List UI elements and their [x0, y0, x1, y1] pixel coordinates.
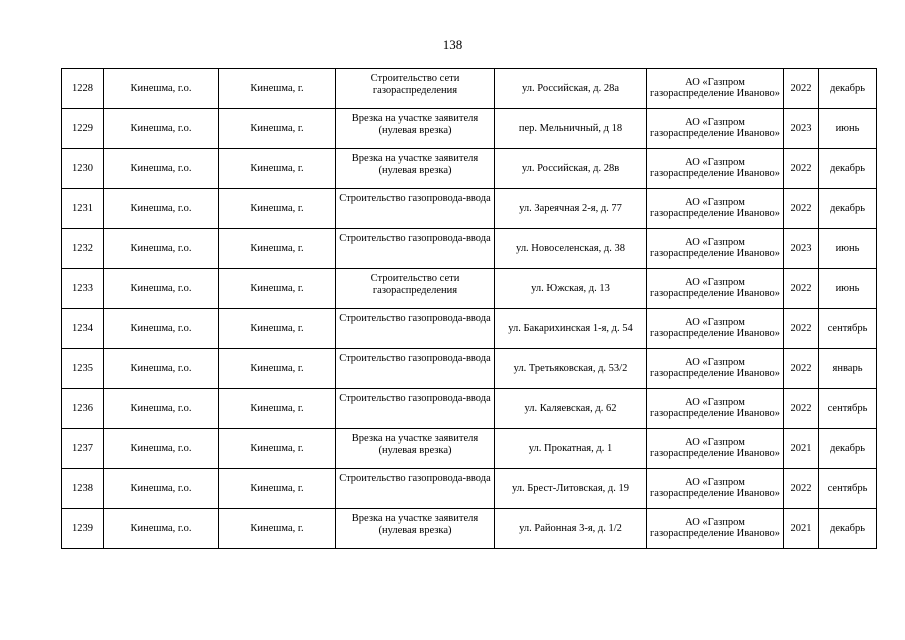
- month-cell: декабрь: [819, 149, 877, 189]
- activity-cell: Строительство сети газораспределения: [336, 69, 495, 109]
- locality-cell: Кинешма, г.: [219, 349, 336, 389]
- row-number-cell: 1229: [62, 109, 104, 149]
- table-body: [62, 69, 877, 549]
- locality-cell: Кинешма, г.: [219, 389, 336, 429]
- month-cell: июнь: [819, 229, 877, 269]
- table-row: [62, 269, 877, 309]
- year-cell: 2022: [784, 389, 819, 429]
- year-cell: 2023: [784, 229, 819, 269]
- organization-cell: АО «Газпром газораспределение Иваново»: [647, 149, 784, 189]
- table-row: [62, 109, 877, 149]
- locality-cell: Кинешма, г.: [219, 189, 336, 229]
- organization-cell: АО «Газпром газораспределение Иваново»: [647, 429, 784, 469]
- activity-cell: Врезка на участке заявителя (нулевая врезка): [336, 149, 495, 189]
- year-cell: 2023: [784, 109, 819, 149]
- organization-cell: АО «Газпром газораспределение Иваново»: [647, 69, 784, 109]
- address-cell: ул. Районная 3-я, д. 1/2: [495, 509, 647, 549]
- district-cell: Кинешма, г.о.: [104, 349, 219, 389]
- year-cell: 2022: [784, 189, 819, 229]
- year-cell: 2021: [784, 509, 819, 549]
- locality-cell: Кинешма, г.: [219, 69, 336, 109]
- organization-cell: АО «Газпром газораспределение Иваново»: [647, 389, 784, 429]
- table-row: [62, 349, 877, 389]
- month-cell: декабрь: [819, 429, 877, 469]
- row-number-cell: 1237: [62, 429, 104, 469]
- row-number-cell: 1234: [62, 309, 104, 349]
- activity-cell: Строительство газопровода-ввода: [336, 309, 495, 349]
- organization-cell: АО «Газпром газораспределение Иваново»: [647, 269, 784, 309]
- district-cell: Кинешма, г.о.: [104, 149, 219, 189]
- row-number-cell: 1228: [62, 69, 104, 109]
- table-row: [62, 229, 877, 269]
- year-cell: 2022: [784, 469, 819, 509]
- row-number-cell: 1235: [62, 349, 104, 389]
- locality-cell: Кинешма, г.: [219, 429, 336, 469]
- activity-cell: Врезка на участке заявителя (нулевая врезка): [336, 509, 495, 549]
- address-cell: ул. Российская, д. 28в: [495, 149, 647, 189]
- year-cell: 2022: [784, 69, 819, 109]
- year-cell: 2022: [784, 349, 819, 389]
- district-cell: Кинешма, г.о.: [104, 389, 219, 429]
- month-cell: декабрь: [819, 69, 877, 109]
- month-cell: сентябрь: [819, 469, 877, 509]
- row-number-cell: 1232: [62, 229, 104, 269]
- address-cell: ул. Брест-Литовская, д. 19: [495, 469, 647, 509]
- address-cell: ул. Третьяковская, д. 53/2: [495, 349, 647, 389]
- month-cell: декабрь: [819, 189, 877, 229]
- row-number-cell: 1230: [62, 149, 104, 189]
- activity-cell: Строительство газопровода-ввода: [336, 389, 495, 429]
- activity-cell: Строительство газопровода-ввода: [336, 229, 495, 269]
- address-cell: ул. Прокатная, д. 1: [495, 429, 647, 469]
- district-cell: Кинешма, г.о.: [104, 309, 219, 349]
- table-row: [62, 149, 877, 189]
- locality-cell: Кинешма, г.: [219, 469, 336, 509]
- district-cell: Кинешма, г.о.: [104, 189, 219, 229]
- address-cell: ул. Российская, д. 28а: [495, 69, 647, 109]
- gas-connection-table: [61, 68, 877, 549]
- address-cell: ул. Каляевская, д. 62: [495, 389, 647, 429]
- organization-cell: АО «Газпром газораспределение Иваново»: [647, 109, 784, 149]
- organization-cell: АО «Газпром газораспределение Иваново»: [647, 509, 784, 549]
- table-row: [62, 69, 877, 109]
- district-cell: Кинешма, г.о.: [104, 69, 219, 109]
- table-row: [62, 469, 877, 509]
- organization-cell: АО «Газпром газораспределение Иваново»: [647, 349, 784, 389]
- locality-cell: Кинешма, г.: [219, 229, 336, 269]
- month-cell: июнь: [819, 109, 877, 149]
- locality-cell: Кинешма, г.: [219, 109, 336, 149]
- organization-cell: АО «Газпром газораспределение Иваново»: [647, 229, 784, 269]
- locality-cell: Кинешма, г.: [219, 149, 336, 189]
- district-cell: Кинешма, г.о.: [104, 109, 219, 149]
- month-cell: январь: [819, 349, 877, 389]
- year-cell: 2022: [784, 269, 819, 309]
- row-number-cell: 1239: [62, 509, 104, 549]
- row-number-cell: 1233: [62, 269, 104, 309]
- district-cell: Кинешма, г.о.: [104, 229, 219, 269]
- table-row: [62, 429, 877, 469]
- district-cell: Кинешма, г.о.: [104, 429, 219, 469]
- activity-cell: Врезка на участке заявителя (нулевая врезка): [336, 429, 495, 469]
- table-row: [62, 509, 877, 549]
- year-cell: 2021: [784, 429, 819, 469]
- organization-cell: АО «Газпром газораспределение Иваново»: [647, 469, 784, 509]
- month-cell: декабрь: [819, 509, 877, 549]
- organization-cell: АО «Газпром газораспределение Иваново»: [647, 309, 784, 349]
- address-cell: ул. Зареячная 2-я, д. 77: [495, 189, 647, 229]
- month-cell: июнь: [819, 269, 877, 309]
- year-cell: 2022: [784, 149, 819, 189]
- activity-cell: Врезка на участке заявителя (нулевая врезка): [336, 109, 495, 149]
- row-number-cell: 1236: [62, 389, 104, 429]
- address-cell: ул. Новоселенская, д. 38: [495, 229, 647, 269]
- locality-cell: Кинешма, г.: [219, 269, 336, 309]
- address-cell: ул. Южская, д. 13: [495, 269, 647, 309]
- month-cell: сентябрь: [819, 389, 877, 429]
- address-cell: ул. Бакарихинская 1-я, д. 54: [495, 309, 647, 349]
- activity-cell: Строительство сети газораспределения: [336, 269, 495, 309]
- district-cell: Кинешма, г.о.: [104, 509, 219, 549]
- activity-cell: Строительство газопровода-ввода: [336, 189, 495, 229]
- locality-cell: Кинешма, г.: [219, 309, 336, 349]
- locality-cell: Кинешма, г.: [219, 509, 336, 549]
- year-cell: 2022: [784, 309, 819, 349]
- table-row: [62, 389, 877, 429]
- row-number-cell: 1231: [62, 189, 104, 229]
- page-number: 138: [442, 37, 463, 52]
- row-number-cell: 1238: [62, 469, 104, 509]
- activity-cell: Строительство газопровода-ввода: [336, 469, 495, 509]
- table-row: [62, 189, 877, 229]
- address-cell: пер. Мельничный, д 18: [495, 109, 647, 149]
- activity-cell: Строительство газопровода-ввода: [336, 349, 495, 389]
- district-cell: Кинешма, г.о.: [104, 269, 219, 309]
- table-row: [62, 309, 877, 349]
- district-cell: Кинешма, г.о.: [104, 469, 219, 509]
- month-cell: сентябрь: [819, 309, 877, 349]
- organization-cell: АО «Газпром газораспределение Иваново»: [647, 189, 784, 229]
